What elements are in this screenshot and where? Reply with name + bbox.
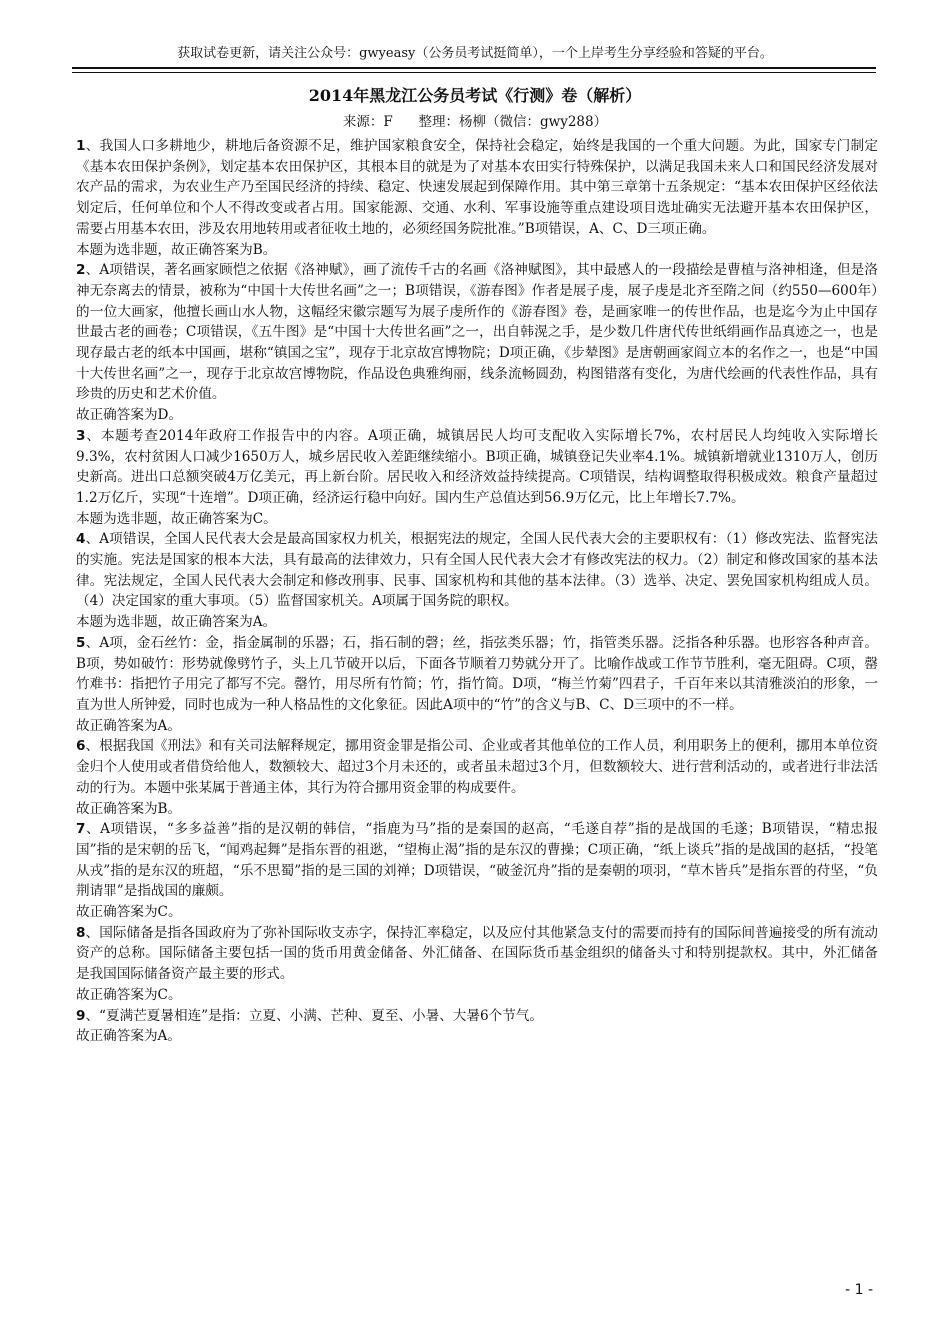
question-explanation: 、国际储备是指各国政府为了弥补国际收支赤字，保持汇率稳定，以及应付其他紧急支付的需要而持有的国际间普遍接受的所有流动资产的总称。国际储备主要包括一国的货币用黄金储备、外汇储备、在国际货币基金组织的储备头寸和特别提款权。其中，外汇储备是我国国际储备资产最主要的形式。 [76, 924, 878, 983]
question-number: 8 [76, 924, 86, 941]
question-text [76, 260, 878, 405]
document-title: 2014年黑龙江公务员考试《行测》卷（解析） [308, 86, 642, 105]
question-block [76, 426, 878, 530]
question-answer: 故正确答案为D。 [76, 407, 183, 424]
question-block [76, 736, 878, 819]
question-answer: 本题为选非题，故正确答案为C。 [76, 510, 277, 527]
header-note: 获取试卷更新，请关注公众号：gwyeasy（公务员考试挺简单），一个上岸考生分享经验和答疑的平台。 [177, 46, 773, 61]
question-block [76, 529, 878, 633]
question-answer: 本题为选非题，故正确答案为B。 [76, 241, 277, 258]
question-number: 3 [76, 427, 86, 444]
question-number: 2 [76, 262, 86, 279]
question-text [76, 736, 878, 798]
question-text [76, 426, 878, 509]
question-explanation: 、本题考查2014年政府工作报告中的内容。A项正确，城镇居民人均可支配收入实际增长7%，农村居民人均纯收入实际增长9.3%，农村贫困人口减少1650万人，城乡居民收入差距继续缩小。B项正确，城镇登记失业率4.1%。城镇新增就业1310万人，创历史新高。进出口总额突破4万亿美元，再上新台阶。居民收入和经济效益持续提高。C项错误，结构调整取得积极成效。粮食产量超过1.2万亿斤，实现“十连增”。D项正确，经济运行稳中向好。国内生产总值达到56.9万亿元，比上年增长7.7%。 [76, 427, 878, 506]
question-explanation: 、根据我国《刑法》和有关司法解释规定，挪用资金罪是指公司、企业或者其他单位的工作人员，利用职务上的便利，挪用本单位资金归个人使用或者借贷给他人，数额较大、超过3个月未还的，或者虽未超过3个月，但数额较大、进行营利活动的，或者进行非法活动的行为。本题中张某属于普通主体，其行为符合挪用资金罪的构成要件。 [76, 738, 878, 796]
question-text [76, 1006, 878, 1027]
question-block [76, 819, 878, 923]
question-explanation: 、“夏满芒夏暑相连”是指：立夏、小满、芒种、夏至、小暑、大暑6个节气。 [85, 1007, 544, 1024]
question-explanation: 、A项，金石丝竹：金，指金属制的乐器；石，指石制的磬；丝，指弦类乐器；竹，指管类乐器。泛指各种乐器。也形容各种声音。B项，势如破竹：形势就像劈竹子，头上几节破开以后，下面各节顺着刀势就分开了。比喻作战或工作节节胜利，毫无阻碍。C项，罄竹难书：指把竹子用完了都写不完。罄竹，用尽所有竹简；竹，指竹简。D项，“梅兰竹菊”四君子，千百年来以其清雅淡泊的形象，一直为世人所钟爱，同时也成为一种人格品性的文化象征。因此A项中的“竹”的含义与B、C、D三项中的不一样。 [76, 634, 878, 713]
document-body [76, 136, 878, 1047]
source-line: 来源：F 整理：杨柳（微信：gwy288） [342, 114, 608, 130]
question-text [76, 529, 878, 612]
header-rule-thick [72, 67, 876, 69]
question-number: 7 [76, 821, 86, 838]
question-explanation: 、A项错误，“多多益善”指的是汉朝的韩信，“指鹿为马”指的是秦国的赵高，“毛遂自荐”指的是战国的毛遂；B项错误，“精忠报国”指的是宋朝的岳飞，“闻鸡起舞”是指东晋的祖逖，“望梅止渴”指的是东汉的曹操；C项正确，“纸上谈兵”指的是战国的赵括，“投笔从戎”指的是东汉的班超，“乐不思蜀”指的是三国的刘禅；D项错误，“破釜沉舟”指的是秦朝的项羽，“草木皆兵”是指东晋的苻坚，“负荆请罪”是指战国的廉颇。 [76, 821, 878, 900]
question-block [76, 923, 878, 1006]
question-text [76, 136, 878, 240]
question-text [76, 923, 878, 985]
question-block [76, 1006, 878, 1047]
question-block [76, 136, 878, 260]
question-block [76, 260, 878, 426]
question-answer: 本题为选非题，故正确答案为A。 [76, 614, 277, 631]
question-explanation: 、A项错误，全国人民代表大会是最高国家权力机关，根据宪法的规定，全国人民代表大会的主要职权有：（1）修改宪法、监督宪法的实施。宪法是国家的根本大法，具有最高的法律效力，只有全国人民代表大会才有修改宪法的权力。（2）制定和修改国家的基本法律。宪法规定，全国人民代表大会制定和修改刑事、民事、国家机构和其他的基本法律。（3）选举、决定、罢免国家机构组成人员。（4）决定国家的重大事项。（5）监督国家机关。A项属于国务院的职权。 [76, 531, 878, 610]
question-number: 4 [76, 531, 86, 548]
question-number: 6 [76, 738, 86, 755]
question-answer: 故正确答案为C。 [76, 904, 182, 921]
question-answer: 故正确答案为A。 [76, 1028, 181, 1045]
question-explanation: 、A项错误，著名画家顾恺之依据《洛神赋》，画了流传千古的名画《洛神赋图》，其中最感人的一段描绘是曹植与洛神相逢，但是洛神无奈离去的情景，被称为“中国十大传世名画”之一；B项错误，《游春图》作者是展子虔，展子虔是北齐至隋之间（约550—600年）的一位大画家，他擅长画山水人物，这幅经宋徽宗题写为展子虔所作的《游春图》卷，是画家唯一的传世作品，也是迄今为止中国存世最古老的画卷；C项错误，《五牛图》是“中国十大传世名画”之一，出自韩滉之手，是少数几件唐代传世纸绢画作品真迹之一，也是现存最古老的纸本中国画，堪称“镇国之宝”，现存于北京故宫博物院；D项正确，《步辇图》是唐朝画家阎立本的名作之一，也是“中国十大传世名画”之一，现存于北京故宫博物院，作品设色典雅绚丽，线条流畅圆劲，构图错落有变化，为唐代绘画的代表性作品，具有珍贵的历史和艺术价值。 [76, 262, 878, 403]
question-number: 9 [76, 1007, 86, 1024]
question-block [76, 633, 878, 737]
question-number: 1 [76, 138, 86, 154]
question-text [76, 633, 878, 716]
question-explanation: 、我国人口多耕地少，耕地后备资源不足，维护国家粮食安全，保持社会稳定，始终是我国的一个重大问题。为此，国家专门制定《基本农田保护条例》，划定基本农田保护区，其根本目的就是为了对基本农田实行特殊保护，以满足我国未来人口和国民经济发展对农产品的需求，为农业生产乃至国民经济的持续、稳定、快速发展起到保障作用。其中第三章第十五条规定：“基本农田保护区经依法划定后，任何单位和个人不得改变或者占用。国家能源、交通、水利、军事设施等重点建设项目选址确实无法避开基本农田保护区，需要占用基本农田，涉及农用地转用或者征收土地的，必须经国务院批准。”B项错误，A、C、D三项正确。 [76, 138, 878, 237]
question-text [76, 819, 878, 902]
question-answer: 故正确答案为A。 [76, 717, 181, 734]
question-answer: 故正确答案为B。 [76, 800, 182, 817]
header-rule-thin [72, 72, 876, 73]
question-number: 5 [76, 634, 86, 651]
page-number: - 1 - [845, 1282, 873, 1298]
question-answer: 故正确答案为C。 [76, 986, 182, 1003]
